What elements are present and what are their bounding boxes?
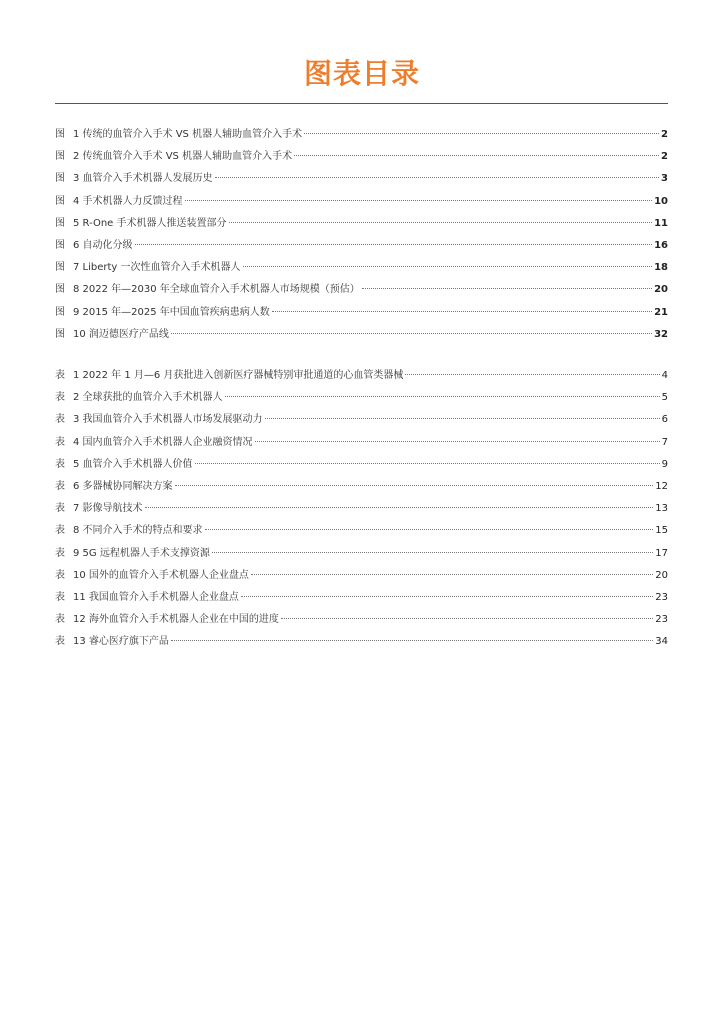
toc-entry-prefix: 图 xyxy=(55,173,65,185)
toc-entry-figure-3[interactable] xyxy=(55,168,668,190)
toc-entry-table-13[interactable] xyxy=(55,631,668,653)
toc-entry-prefix: 表 xyxy=(55,458,65,470)
toc-entry-page: 23 xyxy=(655,614,668,626)
toc-entry-text: 9 2015 年—2025 年中国血管疾病患病人数 xyxy=(73,306,270,318)
toc-entry-table-8[interactable] xyxy=(55,520,668,542)
toc-entry-figure-8[interactable] xyxy=(55,279,668,301)
toc-entry-prefix: 图 xyxy=(55,195,65,207)
dot-leader xyxy=(272,311,652,312)
toc-entry-page: 5 xyxy=(661,392,668,404)
toc-entry-label xyxy=(55,302,270,324)
table-list xyxy=(55,365,668,653)
dot-leader xyxy=(175,485,654,486)
toc-entry-prefix: 表 xyxy=(55,636,65,648)
toc-entry-label xyxy=(55,168,213,190)
dot-leader xyxy=(304,133,659,134)
toc-entry-label xyxy=(55,409,263,431)
toc-entry-label xyxy=(55,631,169,653)
dot-leader xyxy=(362,288,652,289)
toc-entry-label xyxy=(55,520,203,542)
toc-entry-text: 7 Liberty 一次性血管介入手术机器人 xyxy=(73,262,241,274)
toc-entry-table-11[interactable] xyxy=(55,587,668,609)
toc-entry-prefix: 图 xyxy=(55,284,65,296)
toc-entry-page: 12 xyxy=(655,480,668,492)
toc-entry-table-3[interactable] xyxy=(55,409,668,431)
toc-entry-table-10[interactable] xyxy=(55,565,668,587)
toc-entry-page: 6 xyxy=(661,414,668,426)
toc-entry-text: 10 润迈德医疗产品线 xyxy=(73,328,169,340)
toc-entry-prefix: 表 xyxy=(55,480,65,492)
toc-entry-table-6[interactable] xyxy=(55,476,668,498)
toc-entry-table-9[interactable] xyxy=(55,543,668,565)
toc-entry-prefix: 表 xyxy=(55,392,65,404)
figure-list xyxy=(55,124,668,346)
toc-entry-label xyxy=(55,432,253,454)
toc-entry-page: 21 xyxy=(654,306,668,318)
toc-entry-page: 34 xyxy=(655,636,668,648)
toc-entry-page: 13 xyxy=(655,503,668,515)
toc-entry-table-4[interactable] xyxy=(55,432,668,454)
toc-entry-page: 4 xyxy=(661,370,668,381)
toc-entry-table-1[interactable] xyxy=(55,365,668,387)
toc-entry-prefix: 图 xyxy=(55,129,65,140)
dot-leader xyxy=(243,266,653,267)
toc-entry-text: 3 血管介入手术机器人发展历史 xyxy=(73,173,213,185)
toc-entry-figure-10[interactable] xyxy=(55,324,668,346)
toc-entry-label xyxy=(55,387,223,409)
toc-entry-label xyxy=(55,235,133,257)
toc-entry-page: 18 xyxy=(654,262,668,274)
dot-leader xyxy=(241,596,653,597)
toc-entry-table-12[interactable] xyxy=(55,609,668,631)
dot-leader xyxy=(185,200,653,201)
toc-entry-figure-5[interactable] xyxy=(55,213,668,235)
toc-entry-page: 23 xyxy=(655,591,668,603)
toc-entry-figure-2[interactable] xyxy=(55,146,668,168)
toc-entry-prefix: 表 xyxy=(55,525,65,537)
dot-leader xyxy=(265,418,660,419)
dot-leader xyxy=(205,529,654,530)
toc-entry-text: 11 我国血管介入手术机器人企业盘点 xyxy=(73,591,239,603)
toc-entry-prefix: 表 xyxy=(55,591,65,603)
toc-entry-prefix: 图 xyxy=(55,151,65,163)
toc-entry-page: 17 xyxy=(655,547,668,559)
toc-entry-page: 9 xyxy=(661,458,668,470)
toc-entry-label xyxy=(55,279,360,301)
toc-entry-prefix: 表 xyxy=(55,503,65,515)
toc-entry-figure-4[interactable] xyxy=(55,191,668,213)
toc-entry-label xyxy=(55,324,169,346)
dot-leader xyxy=(281,618,653,619)
toc-entry-label xyxy=(55,191,183,213)
toc-entry-page: 2 xyxy=(661,129,668,140)
toc-entry-prefix: 表 xyxy=(55,414,65,426)
toc-entry-label xyxy=(55,213,227,235)
toc-entry-text: 2 传统血管介入手术 VS 机器人辅助血管介入手术 xyxy=(73,151,293,163)
toc-entry-page: 20 xyxy=(654,284,668,296)
dot-leader xyxy=(225,396,660,397)
dot-leader xyxy=(145,507,654,508)
toc-entry-label xyxy=(55,146,292,168)
toc-entry-prefix: 表 xyxy=(55,614,65,626)
toc-entry-prefix: 表 xyxy=(55,569,65,581)
toc-entry-label xyxy=(55,565,249,587)
dot-leader xyxy=(215,177,659,178)
dot-leader xyxy=(405,374,659,375)
toc-entry-text: 5 R-One 手术机器人推送装置部分 xyxy=(73,217,227,229)
toc-entry-text: 13 睿心医疗旗下产品 xyxy=(73,636,169,648)
toc-entry-prefix: 图 xyxy=(55,262,65,274)
toc-entry-label xyxy=(55,124,302,146)
toc-entry-prefix: 表 xyxy=(55,547,65,559)
toc-entry-prefix: 图 xyxy=(55,217,65,229)
toc-entry-page: 11 xyxy=(654,217,668,229)
toc-entry-table-7[interactable] xyxy=(55,498,668,520)
toc-entry-text: 7 影像导航技术 xyxy=(73,503,143,515)
toc-entry-label xyxy=(55,454,193,476)
toc-entry-text: 4 国内血管介入手术机器人企业融资情况 xyxy=(73,436,253,448)
toc-entry-text: 6 自动化分级 xyxy=(73,239,133,251)
toc-entry-page: 3 xyxy=(661,173,668,185)
dot-leader xyxy=(212,552,653,553)
toc-entry-figure-6[interactable] xyxy=(55,235,668,257)
toc-entry-prefix: 表 xyxy=(55,370,65,381)
dot-leader xyxy=(255,441,660,442)
toc-entry-page: 10 xyxy=(654,195,668,207)
toc-entry-text: 8 不同介入手术的特点和要求 xyxy=(73,525,203,537)
dot-leader xyxy=(294,155,659,156)
toc-entry-page: 16 xyxy=(654,239,668,251)
dot-leader xyxy=(229,222,653,223)
toc-entry-text: 12 海外血管介入手术机器人企业在中国的进度 xyxy=(73,614,279,626)
toc-entry-label xyxy=(55,365,403,387)
toc-entry-table-5[interactable] xyxy=(55,454,668,476)
toc-entry-prefix: 图 xyxy=(55,328,65,340)
toc-entry-prefix: 表 xyxy=(55,436,65,448)
toc-entry-text: 6 多器械协同解决方案 xyxy=(73,480,173,492)
toc-entry-text: 3 我国血管介入手术机器人市场发展驱动力 xyxy=(73,414,263,426)
toc-entry-text: 9 5G 远程机器人手术支撑资源 xyxy=(73,547,210,559)
toc-entry-text: 2 全球获批的血管介入手术机器人 xyxy=(73,392,223,404)
toc-entry-text: 5 血管介入手术机器人价值 xyxy=(73,458,193,470)
toc-entry-figure-1[interactable] xyxy=(55,124,668,146)
toc-entry-text: 8 2022 年—2030 年全球血管介入手术机器人市场规模（预估） xyxy=(73,284,360,296)
dot-leader xyxy=(135,244,653,245)
toc-entry-prefix: 图 xyxy=(55,306,65,318)
toc-entry-label xyxy=(55,498,143,520)
dot-leader xyxy=(171,333,652,334)
toc-entry-label xyxy=(55,476,173,498)
toc-entry-label xyxy=(55,587,239,609)
toc-entry-text: 10 国外的血管介入手术机器人企业盘点 xyxy=(73,569,249,581)
toc-entry-page: 32 xyxy=(654,328,668,340)
toc-entry-page: 2 xyxy=(661,151,668,163)
toc-entry-figure-9[interactable] xyxy=(55,302,668,324)
toc-entry-page: 20 xyxy=(655,569,668,581)
toc-entry-label xyxy=(55,609,279,631)
toc-entry-prefix: 图 xyxy=(55,239,65,251)
toc-entry-label xyxy=(55,543,210,565)
toc-entry-text: 1 传统的血管介入手术 VS 机器人辅助血管介入手术 xyxy=(73,129,303,140)
toc-entry-figure-7[interactable] xyxy=(55,257,668,279)
toc-entry-text: 4 手术机器人力反馈过程 xyxy=(73,195,183,207)
page-title: 图表目录 xyxy=(303,57,420,90)
toc-entry-table-2[interactable] xyxy=(55,387,668,409)
toc-entry-page: 15 xyxy=(655,525,668,537)
toc-entry-page: 7 xyxy=(661,436,668,448)
title-divider xyxy=(55,103,668,104)
dot-leader xyxy=(251,574,653,575)
toc-entry-label xyxy=(55,257,241,279)
dot-leader xyxy=(195,463,660,464)
dot-leader xyxy=(171,640,653,641)
toc-entry-text: 1 2022 年 1 月—6 月获批进入创新医疗器械特别审批通道的心血管类器械 xyxy=(73,370,404,381)
